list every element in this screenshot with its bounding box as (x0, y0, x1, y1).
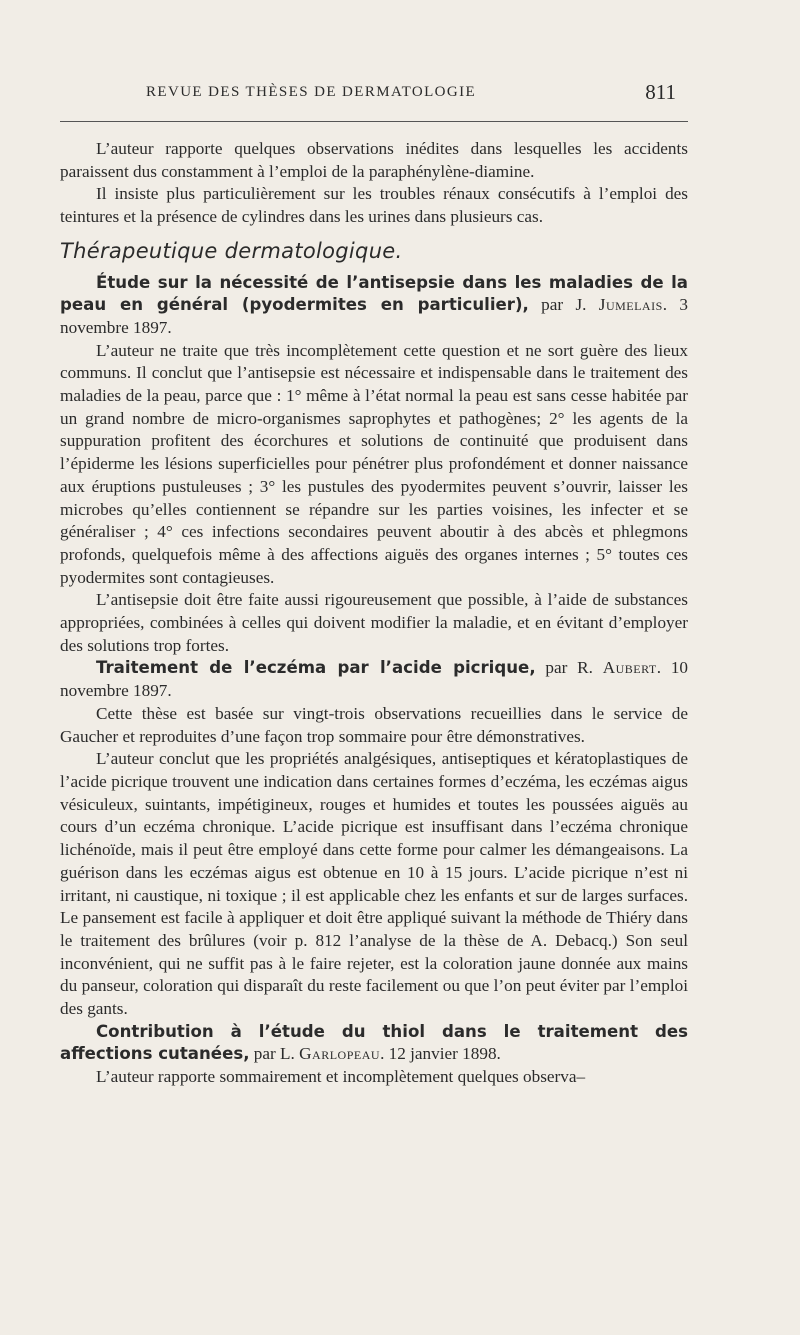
entry-title: Contribution à l’étude du thiol dans le traitement des affections cutanées, (60, 1021, 688, 1064)
running-header (36, 80, 676, 110)
text-body (60, 138, 688, 1089)
entry-heading (60, 272, 688, 340)
entry-heading (60, 657, 688, 702)
entry-author: Aubert (602, 658, 657, 678)
page-number: 811 (645, 80, 676, 104)
entry-author: Jumelais (598, 295, 663, 315)
entry-date: . 10 novembre 1897. (60, 658, 689, 701)
paragraph: L’auteur conclut que les propriétés analgésiques, antiseptiques et kératoplastiques de l’acide picrique trouvent une indication dans certaines formes d’eczéma, les eczémas aigus vésiculeux, suintants, impétigineux, rouges et humides et toutes les poussées aiguës au cours d’un eczéma chronique. L’acide picrique est insuffisant dans l’eczéma chronique lichénoïde, mais il peut être employé dans cette forme pour calmer les démangeaisons. La guérison dans les eczémas aigus est obtenue en 10 à 15 jours. L’acide picrique n’est ni irritant, ni caustique, ni toxique ; il est applicable chez les enfants et sur de larges surfaces. Le pansement est facile à appliquer et doit être appliqué suivant la méthode de Thiéry dans le traitement des brûlures (voir p. 812 l’analyse de la thèse de A. Debacq.) Son seul inconvénient, qui ne suffit pas à le faire rejeter, est la coloration jaune donnée aux mains du panseur, coloration qui disparaît du reste facilement ou que l’on peut éviter par l’emploi des gants. (60, 749, 688, 1019)
entry-title: Étude sur la nécessité de l’antisepsie dans les maladies de la peau en général (pyodermites en particulier), (60, 272, 688, 315)
entry-by: par R. (535, 658, 603, 678)
entry-title: Traitement de l’eczéma par l’acide picrique, (96, 658, 536, 678)
paragraph: L’antisepsie doit être faite aussi rigoureusement que possible, à l’aide de substances appropriées, combinées à celles qui doivent modifier la maladie, et en évitant d’employer des solutions trop fortes. (60, 590, 688, 655)
paragraph: L’auteur rapporte sommairement et incomplètement quelques observa– (96, 1067, 586, 1087)
paragraph: L’auteur ne traite que très incomplètement cette question et ne sort guère des lieux communs. Il conclut que l’antisepsie est nécessaire et indispensable dans le traitement des maladies de la peau, parce que : 1° même à l’état normal la peau est sans cesse habitée par un grand nombre de micro-organismes saprophytes et pathogènes; 2° les agents de la suppuration profitent des écorchures et solutions de continuité que produisent dans l’épiderme les lésions superficielles pour pénétrer plus profondément et donner naissance aux éruptions pustuleuses ; 3° les pustules des pyodermites peuvent s’ouvrir, laisser les microbes qu’elles contiennent se répandre sur les parties voisines, les infecter et se généraliser ; 4° ces infections secondaires peuvent aboutir à des abcès et phlegmons profonds, quelquefois même à des affections aiguës des organes internes ; 5° toutes ces pyodermites sont contagieuses. (60, 340, 688, 587)
entry-heading (60, 1021, 688, 1066)
header-rule (60, 121, 688, 122)
paragraph: Il insiste plus particulièrement sur les troubles rénaux consécutifs à l’emploi des teintures et la présence de cylindres dans les urines dans plusieurs cas. (60, 184, 688, 227)
entry-by: par J. (528, 295, 599, 315)
entry-author: Garlopeau (299, 1044, 381, 1064)
page (36, 0, 689, 1335)
paragraph: L’auteur rapporte quelques observations inédites dans lesquelles les accidents paraissent dus constamment à l’emploi de la paraphénylène-diamine. (60, 139, 688, 181)
paragraph: Cette thèse est basée sur vingt-trois observations recueillies dans le service de Gaucher et reproduites d’une façon trop sommaire pour être démonstratives. (60, 703, 688, 746)
entry-date: . 12 janvier 1898. (380, 1044, 501, 1064)
section-heading: Thérapeutique dermatologique. (60, 238, 403, 263)
entry-date: . 3 novembre 1897. (60, 295, 688, 337)
entry-by: par L. (249, 1044, 300, 1064)
running-title: REVUE DES THÈSES DE DERMATOLOGIE (146, 84, 477, 100)
